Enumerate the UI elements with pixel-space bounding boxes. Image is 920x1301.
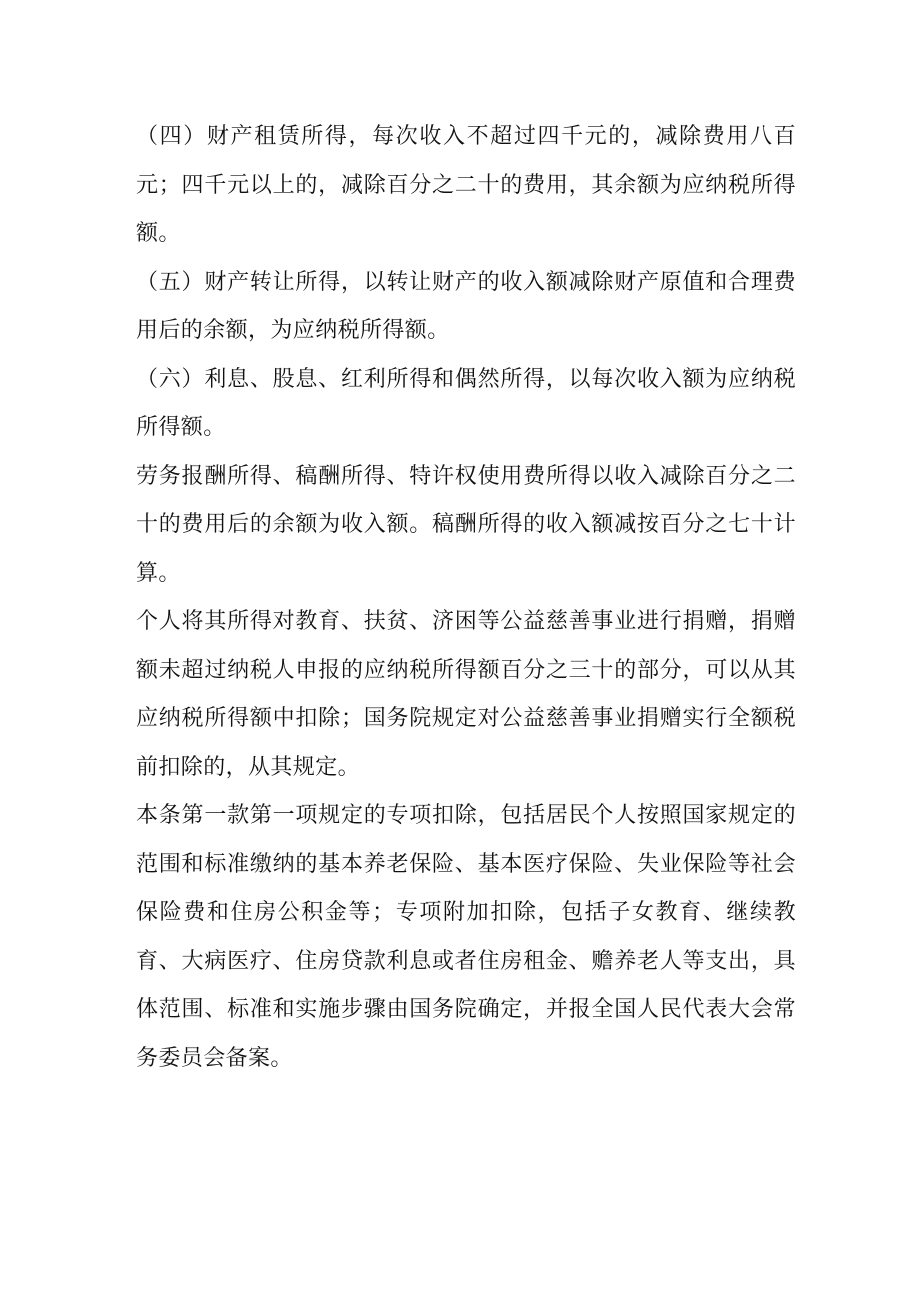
paragraph-labor-remuneration: 劳务报酬所得、稿酬所得、特许权使用费所得以收入减除百分之二十的费用后的余额为收入额。稿酬所得的收入额减按百分之七十计算。 (136, 463, 796, 586)
paragraph-special-deductions: 本条第一款第一项规定的专项扣除，包括居民个人按照国家规定的范围和标准缴纳的基本养老保险、基本医疗保险、失业保险等社会保险费和住房公积金等；专项附加扣除，包括子女教育、继续教育、大病医疗、住房贷款利息或者住房租金、赡养老人等支出，具体范围、标准和实施步骤由国务院确定，并报全国人民代表大会常务委员会备案。 (136, 803, 796, 1071)
paragraph-interest-dividends: （六）利息、股息、红利所得和偶然所得，以每次收入额为应纳税所得额。 (136, 366, 796, 440)
paragraph-property-lease: （四）财产租赁所得，每次收入不超过四千元的，减除费用八百元；四千元以上的，减除百分之二十的费用，其余额为应纳税所得额。 (136, 124, 796, 246)
paragraph-charitable-donation: 个人将其所得对教育、扶贫、济困等公益慈善事业进行捐赠，捐赠额未超过纳税人申报的应纳税所得额百分之三十的部分，可以从其应纳税所得额中扣除；国务院规定对公益慈善事业捐赠实行全额税前扣除的，从其规定。 (136, 609, 796, 780)
paragraph-property-transfer: （五）财产转让所得，以转让财产的收入额减除财产原值和合理费用后的余额，为应纳税所得额。 (136, 269, 796, 343)
document-body (136, 113, 796, 1083)
